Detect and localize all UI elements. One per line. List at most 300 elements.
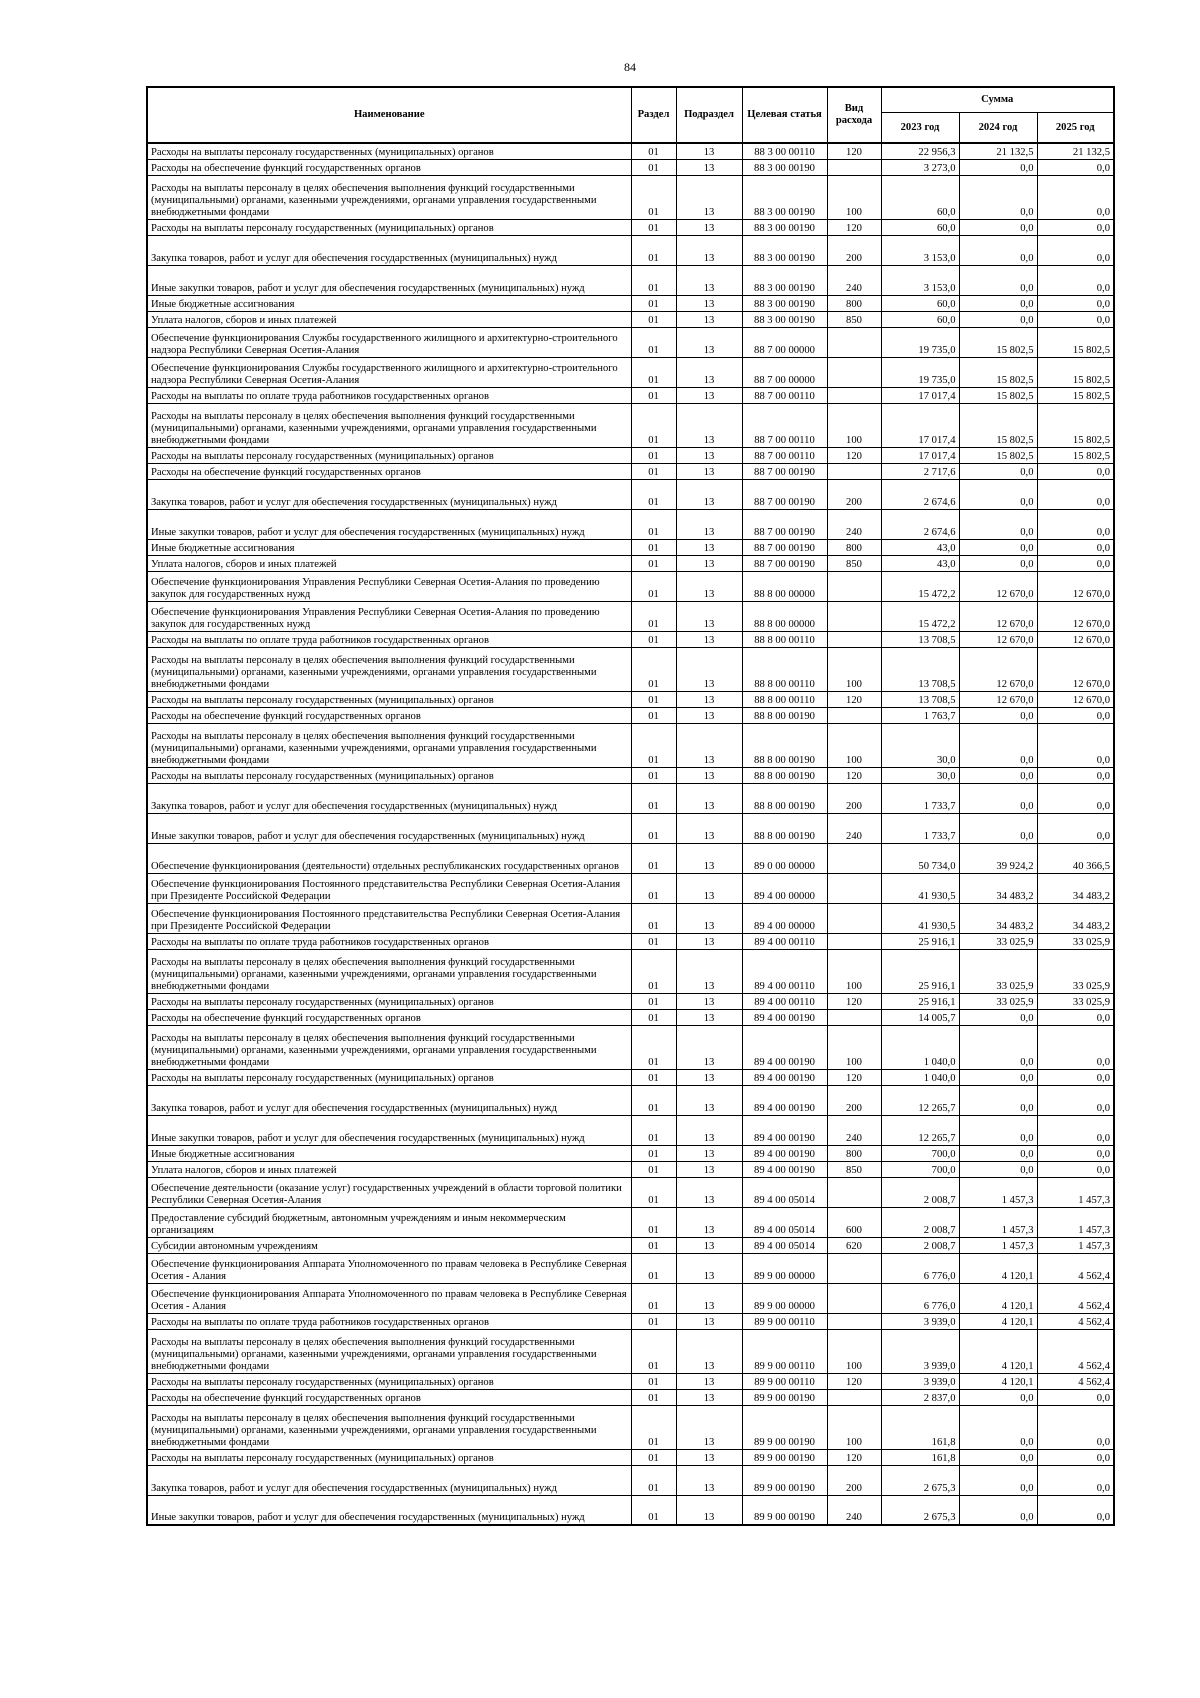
row-2024: 0,0 bbox=[959, 1069, 1037, 1085]
row-type bbox=[827, 1253, 881, 1283]
row-subsection: 13 bbox=[676, 993, 742, 1009]
table-row bbox=[147, 949, 1114, 993]
row-subsection: 13 bbox=[676, 949, 742, 993]
row-2025: 0,0 bbox=[1037, 539, 1114, 555]
row-2023: 43,0 bbox=[881, 539, 959, 555]
row-2024: 4 120,1 bbox=[959, 1283, 1037, 1313]
row-subsection: 13 bbox=[676, 311, 742, 327]
table-row bbox=[147, 463, 1114, 479]
row-2025: 0,0 bbox=[1037, 1085, 1114, 1115]
table-row bbox=[147, 813, 1114, 843]
row-subsection: 13 bbox=[676, 479, 742, 509]
row-type: 620 bbox=[827, 1237, 881, 1253]
row-type: 200 bbox=[827, 1085, 881, 1115]
row-2024: 4 120,1 bbox=[959, 1329, 1037, 1373]
table-body bbox=[147, 143, 1114, 1525]
row-section: 01 bbox=[631, 295, 676, 311]
row-subsection: 13 bbox=[676, 647, 742, 691]
row-2025: 0,0 bbox=[1037, 235, 1114, 265]
row-2023: 15 472,2 bbox=[881, 601, 959, 631]
row-type: 120 bbox=[827, 143, 881, 159]
row-type bbox=[827, 1283, 881, 1313]
row-target: 88 3 00 00190 bbox=[742, 311, 827, 327]
row-2023: 1 733,7 bbox=[881, 813, 959, 843]
table-row bbox=[147, 265, 1114, 295]
row-type: 200 bbox=[827, 1465, 881, 1495]
row-2024: 1 457,3 bbox=[959, 1237, 1037, 1253]
row-target: 88 7 00 00190 bbox=[742, 539, 827, 555]
row-target: 88 7 00 00190 bbox=[742, 555, 827, 571]
row-target: 89 4 00 00190 bbox=[742, 1115, 827, 1145]
row-2024: 0,0 bbox=[959, 1405, 1037, 1449]
table-row bbox=[147, 327, 1114, 357]
row-type: 120 bbox=[827, 1373, 881, 1389]
row-2025: 0,0 bbox=[1037, 555, 1114, 571]
row-target: 89 4 00 00190 bbox=[742, 1009, 827, 1025]
row-target: 89 4 00 00190 bbox=[742, 1145, 827, 1161]
table-row bbox=[147, 1207, 1114, 1237]
row-name: Иные закупки товаров, работ и услуг для обеспечения государственных (муниципальных) нужд bbox=[147, 509, 631, 539]
row-type bbox=[827, 387, 881, 403]
table-row bbox=[147, 539, 1114, 555]
table-row bbox=[147, 1389, 1114, 1405]
row-2023: 25 916,1 bbox=[881, 993, 959, 1009]
row-target: 89 4 00 05014 bbox=[742, 1237, 827, 1253]
row-section: 01 bbox=[631, 691, 676, 707]
row-2025: 1 457,3 bbox=[1037, 1237, 1114, 1253]
row-subsection: 13 bbox=[676, 1115, 742, 1145]
table-row bbox=[147, 691, 1114, 707]
row-2023: 43,0 bbox=[881, 555, 959, 571]
row-2023: 15 472,2 bbox=[881, 571, 959, 601]
row-target: 89 4 00 00190 bbox=[742, 1025, 827, 1069]
row-type: 850 bbox=[827, 555, 881, 571]
row-name: Расходы на выплаты персоналу государственных (муниципальных) органов bbox=[147, 993, 631, 1009]
row-section: 01 bbox=[631, 357, 676, 387]
row-section: 01 bbox=[631, 447, 676, 463]
row-name: Расходы на выплаты по оплате труда работников государственных органов bbox=[147, 933, 631, 949]
row-type: 100 bbox=[827, 723, 881, 767]
row-subsection: 13 bbox=[676, 707, 742, 723]
table-row bbox=[147, 1145, 1114, 1161]
table-row bbox=[147, 1495, 1114, 1525]
table-row bbox=[147, 1237, 1114, 1253]
row-2024: 0,0 bbox=[959, 463, 1037, 479]
row-name: Иные закупки товаров, работ и услуг для обеспечения государственных (муниципальных) нужд bbox=[147, 1115, 631, 1145]
row-section: 01 bbox=[631, 1161, 676, 1177]
row-2024: 0,0 bbox=[959, 1465, 1037, 1495]
table-row bbox=[147, 235, 1114, 265]
row-2025: 33 025,9 bbox=[1037, 933, 1114, 949]
row-subsection: 13 bbox=[676, 1161, 742, 1177]
row-name: Обеспечение функционирования Управления Республики Северная Осетия-Алания по проведению закупок для государственных нужд bbox=[147, 601, 631, 631]
row-section: 01 bbox=[631, 1449, 676, 1465]
row-subsection: 13 bbox=[676, 509, 742, 539]
row-name: Иные бюджетные ассигнования bbox=[147, 1145, 631, 1161]
row-name: Иные закупки товаров, работ и услуг для обеспечения государственных (муниципальных) нужд bbox=[147, 813, 631, 843]
row-2023: 3 939,0 bbox=[881, 1313, 959, 1329]
row-target: 88 3 00 00190 bbox=[742, 175, 827, 219]
row-2023: 2 837,0 bbox=[881, 1389, 959, 1405]
row-name: Обеспечение деятельности (оказание услуг) государственных учреждений в области торговой политики Республики Северная Осетия-Алания bbox=[147, 1177, 631, 1207]
row-type: 100 bbox=[827, 403, 881, 447]
table-row bbox=[147, 767, 1114, 783]
row-2024: 0,0 bbox=[959, 159, 1037, 175]
row-2024: 0,0 bbox=[959, 1115, 1037, 1145]
row-section: 01 bbox=[631, 1329, 676, 1373]
row-2023: 2 675,3 bbox=[881, 1465, 959, 1495]
table-row bbox=[147, 357, 1114, 387]
row-2023: 13 708,5 bbox=[881, 631, 959, 647]
row-subsection: 13 bbox=[676, 723, 742, 767]
row-name: Обеспечение функционирования Службы государственного жилищного и архитектурно-строительного надзора Республики Северная Осетия-Алания bbox=[147, 357, 631, 387]
row-section: 01 bbox=[631, 1069, 676, 1085]
row-subsection: 13 bbox=[676, 767, 742, 783]
row-name: Расходы на выплаты по оплате труда работников государственных органов bbox=[147, 631, 631, 647]
row-2025: 33 025,9 bbox=[1037, 949, 1114, 993]
table-row bbox=[147, 1405, 1114, 1449]
row-type: 800 bbox=[827, 295, 881, 311]
row-2025: 0,0 bbox=[1037, 295, 1114, 311]
row-2024: 0,0 bbox=[959, 479, 1037, 509]
table-row bbox=[147, 403, 1114, 447]
row-section: 01 bbox=[631, 1313, 676, 1329]
row-2025: 15 802,5 bbox=[1037, 357, 1114, 387]
row-subsection: 13 bbox=[676, 1329, 742, 1373]
row-2025: 40 366,5 bbox=[1037, 843, 1114, 873]
table-row bbox=[147, 509, 1114, 539]
row-2023: 2 675,3 bbox=[881, 1495, 959, 1525]
row-2023: 30,0 bbox=[881, 723, 959, 767]
row-2024: 0,0 bbox=[959, 1025, 1037, 1069]
row-2024: 0,0 bbox=[959, 1085, 1037, 1115]
row-section: 01 bbox=[631, 1389, 676, 1405]
row-2024: 0,0 bbox=[959, 175, 1037, 219]
table-row bbox=[147, 1449, 1114, 1465]
row-target: 89 9 00 00110 bbox=[742, 1329, 827, 1373]
row-name: Обеспечение функционирования Аппарата Уполномоченного по правам человека в Республике Северная Осетия - Алания bbox=[147, 1253, 631, 1283]
row-type: 100 bbox=[827, 1025, 881, 1069]
row-target: 88 8 00 00190 bbox=[742, 723, 827, 767]
row-2024: 0,0 bbox=[959, 555, 1037, 571]
row-2024: 0,0 bbox=[959, 1145, 1037, 1161]
row-subsection: 13 bbox=[676, 219, 742, 235]
row-section: 01 bbox=[631, 479, 676, 509]
row-subsection: 13 bbox=[676, 1069, 742, 1085]
row-name: Расходы на выплаты персоналу государственных (муниципальных) органов bbox=[147, 219, 631, 235]
row-subsection: 13 bbox=[676, 555, 742, 571]
row-target: 88 7 00 00110 bbox=[742, 403, 827, 447]
row-name: Закупка товаров, работ и услуг для обеспечения государственных (муниципальных) нужд bbox=[147, 1465, 631, 1495]
row-subsection: 13 bbox=[676, 1313, 742, 1329]
row-2023: 3 153,0 bbox=[881, 265, 959, 295]
row-2025: 12 670,0 bbox=[1037, 631, 1114, 647]
row-section: 01 bbox=[631, 933, 676, 949]
page-number: 84 bbox=[624, 60, 636, 74]
row-target: 88 3 00 00110 bbox=[742, 143, 827, 159]
row-section: 01 bbox=[631, 767, 676, 783]
row-section: 01 bbox=[631, 403, 676, 447]
row-target: 89 9 00 00190 bbox=[742, 1389, 827, 1405]
row-2023: 12 265,7 bbox=[881, 1115, 959, 1145]
row-section: 01 bbox=[631, 993, 676, 1009]
row-2024: 33 025,9 bbox=[959, 933, 1037, 949]
table-row bbox=[147, 631, 1114, 647]
row-section: 01 bbox=[631, 783, 676, 813]
row-type: 240 bbox=[827, 509, 881, 539]
table-row bbox=[147, 1373, 1114, 1389]
row-section: 01 bbox=[631, 1495, 676, 1525]
row-subsection: 13 bbox=[676, 1025, 742, 1069]
row-section: 01 bbox=[631, 1283, 676, 1313]
row-target: 88 8 00 00110 bbox=[742, 631, 827, 647]
row-2023: 2 717,6 bbox=[881, 463, 959, 479]
table-row bbox=[147, 993, 1114, 1009]
row-2024: 0,0 bbox=[959, 235, 1037, 265]
row-2025: 0,0 bbox=[1037, 479, 1114, 509]
row-type: 850 bbox=[827, 311, 881, 327]
row-subsection: 13 bbox=[676, 1085, 742, 1115]
table-row bbox=[147, 1115, 1114, 1145]
row-name: Расходы на выплаты персоналу государственных (муниципальных) органов bbox=[147, 1449, 631, 1465]
row-section: 01 bbox=[631, 707, 676, 723]
row-target: 88 7 00 00190 bbox=[742, 463, 827, 479]
row-target: 88 3 00 00190 bbox=[742, 265, 827, 295]
row-2024: 0,0 bbox=[959, 311, 1037, 327]
row-name: Иные бюджетные ассигнования bbox=[147, 295, 631, 311]
row-2023: 2 008,7 bbox=[881, 1237, 959, 1253]
row-2023: 161,8 bbox=[881, 1405, 959, 1449]
row-section: 01 bbox=[631, 1177, 676, 1207]
header-2024: 2024 год bbox=[959, 113, 1037, 143]
row-name: Закупка товаров, работ и услуг для обеспечения государственных (муниципальных) нужд bbox=[147, 783, 631, 813]
row-name: Расходы на выплаты персоналу в целях обеспечения выполнения функций государственными (муниципальными) органами, казенными учреждениями, органами управления государственными внебюджетными фондами bbox=[147, 1329, 631, 1373]
row-2023: 1 040,0 bbox=[881, 1069, 959, 1085]
table-row bbox=[147, 647, 1114, 691]
row-target: 88 7 00 00190 bbox=[742, 479, 827, 509]
row-2025: 0,0 bbox=[1037, 707, 1114, 723]
row-section: 01 bbox=[631, 159, 676, 175]
header-subsection: Подраздел bbox=[676, 87, 742, 143]
row-2024: 12 670,0 bbox=[959, 691, 1037, 707]
row-type: 120 bbox=[827, 993, 881, 1009]
row-2024: 0,0 bbox=[959, 1449, 1037, 1465]
row-type: 100 bbox=[827, 1329, 881, 1373]
row-2023: 1 733,7 bbox=[881, 783, 959, 813]
row-subsection: 13 bbox=[676, 327, 742, 357]
row-type: 120 bbox=[827, 767, 881, 783]
row-target: 89 4 00 00190 bbox=[742, 1085, 827, 1115]
row-2023: 60,0 bbox=[881, 311, 959, 327]
row-2025: 15 802,5 bbox=[1037, 447, 1114, 463]
table-row bbox=[147, 571, 1114, 601]
row-2024: 33 025,9 bbox=[959, 949, 1037, 993]
row-2025: 0,0 bbox=[1037, 1025, 1114, 1069]
row-target: 89 4 00 00190 bbox=[742, 1069, 827, 1085]
row-subsection: 13 bbox=[676, 1009, 742, 1025]
row-type bbox=[827, 707, 881, 723]
row-section: 01 bbox=[631, 949, 676, 993]
table-row bbox=[147, 723, 1114, 767]
row-2025: 0,0 bbox=[1037, 723, 1114, 767]
row-subsection: 13 bbox=[676, 1495, 742, 1525]
row-2023: 161,8 bbox=[881, 1449, 959, 1465]
row-2025: 4 562,4 bbox=[1037, 1373, 1114, 1389]
row-section: 01 bbox=[631, 1237, 676, 1253]
row-subsection: 13 bbox=[676, 1237, 742, 1253]
row-subsection: 13 bbox=[676, 1389, 742, 1405]
row-2023: 3 273,0 bbox=[881, 159, 959, 175]
row-2025: 12 670,0 bbox=[1037, 647, 1114, 691]
row-target: 89 4 00 05014 bbox=[742, 1177, 827, 1207]
row-2025: 0,0 bbox=[1037, 1115, 1114, 1145]
row-2024: 4 120,1 bbox=[959, 1373, 1037, 1389]
row-section: 01 bbox=[631, 813, 676, 843]
row-2025: 0,0 bbox=[1037, 813, 1114, 843]
row-2024: 0,0 bbox=[959, 539, 1037, 555]
row-name: Расходы на выплаты персоналу государственных (муниципальных) органов bbox=[147, 447, 631, 463]
row-subsection: 13 bbox=[676, 1405, 742, 1449]
row-2024: 34 483,2 bbox=[959, 873, 1037, 903]
row-2024: 12 670,0 bbox=[959, 647, 1037, 691]
row-2025: 4 562,4 bbox=[1037, 1329, 1114, 1373]
row-type bbox=[827, 357, 881, 387]
row-name: Расходы на выплаты персоналу в целях обеспечения выполнения функций государственными (муниципальными) органами, казенными учреждениями, органами управления государственными внебюджетными фондами bbox=[147, 647, 631, 691]
row-2025: 0,0 bbox=[1037, 265, 1114, 295]
row-name: Обеспечение функционирования (деятельности) отдельных республиканских государственных органов bbox=[147, 843, 631, 873]
row-2023: 700,0 bbox=[881, 1161, 959, 1177]
row-name: Расходы на обеспечение функций государственных органов bbox=[147, 1389, 631, 1405]
row-subsection: 13 bbox=[676, 175, 742, 219]
row-2025: 4 562,4 bbox=[1037, 1253, 1114, 1283]
table-row bbox=[147, 783, 1114, 813]
table-row bbox=[147, 555, 1114, 571]
row-subsection: 13 bbox=[676, 903, 742, 933]
row-2023: 700,0 bbox=[881, 1145, 959, 1161]
row-name: Расходы на выплаты по оплате труда работников государственных органов bbox=[147, 387, 631, 403]
row-name: Расходы на выплаты персоналу государственных (муниципальных) органов bbox=[147, 143, 631, 159]
row-2025: 34 483,2 bbox=[1037, 873, 1114, 903]
row-2023: 3 939,0 bbox=[881, 1373, 959, 1389]
row-section: 01 bbox=[631, 555, 676, 571]
row-name: Расходы на выплаты персоналу в целях обеспечения выполнения функций государственными (муниципальными) органами, казенными учреждениями, органами управления государственными внебюджетными фондами bbox=[147, 723, 631, 767]
row-2024: 0,0 bbox=[959, 723, 1037, 767]
row-name: Расходы на выплаты персоналу государственных (муниципальных) органов bbox=[147, 691, 631, 707]
row-target: 88 7 00 00000 bbox=[742, 357, 827, 387]
row-2023: 13 708,5 bbox=[881, 691, 959, 707]
row-subsection: 13 bbox=[676, 235, 742, 265]
header-sum: Сумма bbox=[881, 87, 1114, 113]
row-2024: 0,0 bbox=[959, 295, 1037, 311]
row-2023: 2 674,6 bbox=[881, 509, 959, 539]
row-subsection: 13 bbox=[676, 1449, 742, 1465]
row-subsection: 13 bbox=[676, 387, 742, 403]
row-target: 89 9 00 00190 bbox=[742, 1495, 827, 1525]
row-2024: 34 483,2 bbox=[959, 903, 1037, 933]
row-type bbox=[827, 327, 881, 357]
row-subsection: 13 bbox=[676, 1253, 742, 1283]
row-2025: 0,0 bbox=[1037, 783, 1114, 813]
row-section: 01 bbox=[631, 1405, 676, 1449]
row-2024: 4 120,1 bbox=[959, 1253, 1037, 1283]
row-name: Иные бюджетные ассигнования bbox=[147, 539, 631, 555]
row-2023: 25 916,1 bbox=[881, 933, 959, 949]
row-subsection: 13 bbox=[676, 1177, 742, 1207]
row-section: 01 bbox=[631, 843, 676, 873]
row-type: 100 bbox=[827, 1405, 881, 1449]
row-2023: 17 017,4 bbox=[881, 387, 959, 403]
row-name: Обеспечение функционирования Службы государственного жилищного и архитектурно-строительного надзора Республики Северная Осетия-Алания bbox=[147, 327, 631, 357]
row-name: Уплата налогов, сборов и иных платежей bbox=[147, 555, 631, 571]
table-row bbox=[147, 1177, 1114, 1207]
row-2023: 41 930,5 bbox=[881, 873, 959, 903]
row-section: 01 bbox=[631, 311, 676, 327]
row-name: Расходы на выплаты персоналу государственных (муниципальных) органов bbox=[147, 1373, 631, 1389]
row-2023: 1 763,7 bbox=[881, 707, 959, 723]
row-subsection: 13 bbox=[676, 873, 742, 903]
row-2024: 0,0 bbox=[959, 813, 1037, 843]
row-type bbox=[827, 933, 881, 949]
row-target: 89 9 00 00190 bbox=[742, 1449, 827, 1465]
row-section: 01 bbox=[631, 1207, 676, 1237]
row-section: 01 bbox=[631, 1145, 676, 1161]
row-2024: 4 120,1 bbox=[959, 1313, 1037, 1329]
row-name: Обеспечение функционирования Управления Республики Северная Осетия-Алания по проведению закупок для государственных нужд bbox=[147, 571, 631, 601]
row-2025: 0,0 bbox=[1037, 219, 1114, 235]
row-section: 01 bbox=[631, 175, 676, 219]
row-type bbox=[827, 159, 881, 175]
row-2024: 1 457,3 bbox=[959, 1177, 1037, 1207]
row-name: Обеспечение функционирования Постоянного представительства Республики Северная Осетия-Алания при Президенте Российской Федерации bbox=[147, 873, 631, 903]
header-2025: 2025 год bbox=[1037, 113, 1114, 143]
row-target: 88 3 00 00190 bbox=[742, 159, 827, 175]
row-type: 600 bbox=[827, 1207, 881, 1237]
row-target: 88 7 00 00000 bbox=[742, 327, 827, 357]
row-type: 200 bbox=[827, 783, 881, 813]
table-row bbox=[147, 601, 1114, 631]
row-2023: 41 930,5 bbox=[881, 903, 959, 933]
row-target: 89 4 00 00110 bbox=[742, 933, 827, 949]
row-section: 01 bbox=[631, 1373, 676, 1389]
row-2023: 12 265,7 bbox=[881, 1085, 959, 1115]
row-name: Уплата налогов, сборов и иных платежей bbox=[147, 311, 631, 327]
row-type: 240 bbox=[827, 813, 881, 843]
row-target: 88 3 00 00190 bbox=[742, 295, 827, 311]
row-2025: 4 562,4 bbox=[1037, 1313, 1114, 1329]
row-2025: 12 670,0 bbox=[1037, 601, 1114, 631]
row-subsection: 13 bbox=[676, 571, 742, 601]
row-type bbox=[827, 1389, 881, 1405]
row-name: Расходы на выплаты персоналу в целях обеспечения выполнения функций государственными (муниципальными) органами, казенными учреждениями, органами управления государственными внебюджетными фондами bbox=[147, 949, 631, 993]
row-2023: 1 040,0 bbox=[881, 1025, 959, 1069]
row-2024: 0,0 bbox=[959, 767, 1037, 783]
row-2024: 0,0 bbox=[959, 509, 1037, 539]
row-name: Закупка товаров, работ и услуг для обеспечения государственных (муниципальных) нужд bbox=[147, 479, 631, 509]
row-2025: 0,0 bbox=[1037, 1161, 1114, 1177]
row-type: 200 bbox=[827, 235, 881, 265]
row-2023: 17 017,4 bbox=[881, 447, 959, 463]
row-type: 100 bbox=[827, 175, 881, 219]
row-target: 88 8 00 00110 bbox=[742, 691, 827, 707]
row-2025: 0,0 bbox=[1037, 1449, 1114, 1465]
row-target: 88 8 00 00110 bbox=[742, 647, 827, 691]
row-target: 89 9 00 00110 bbox=[742, 1373, 827, 1389]
row-type bbox=[827, 1177, 881, 1207]
row-2025: 0,0 bbox=[1037, 159, 1114, 175]
row-section: 01 bbox=[631, 903, 676, 933]
row-subsection: 13 bbox=[676, 1283, 742, 1313]
row-type bbox=[827, 631, 881, 647]
